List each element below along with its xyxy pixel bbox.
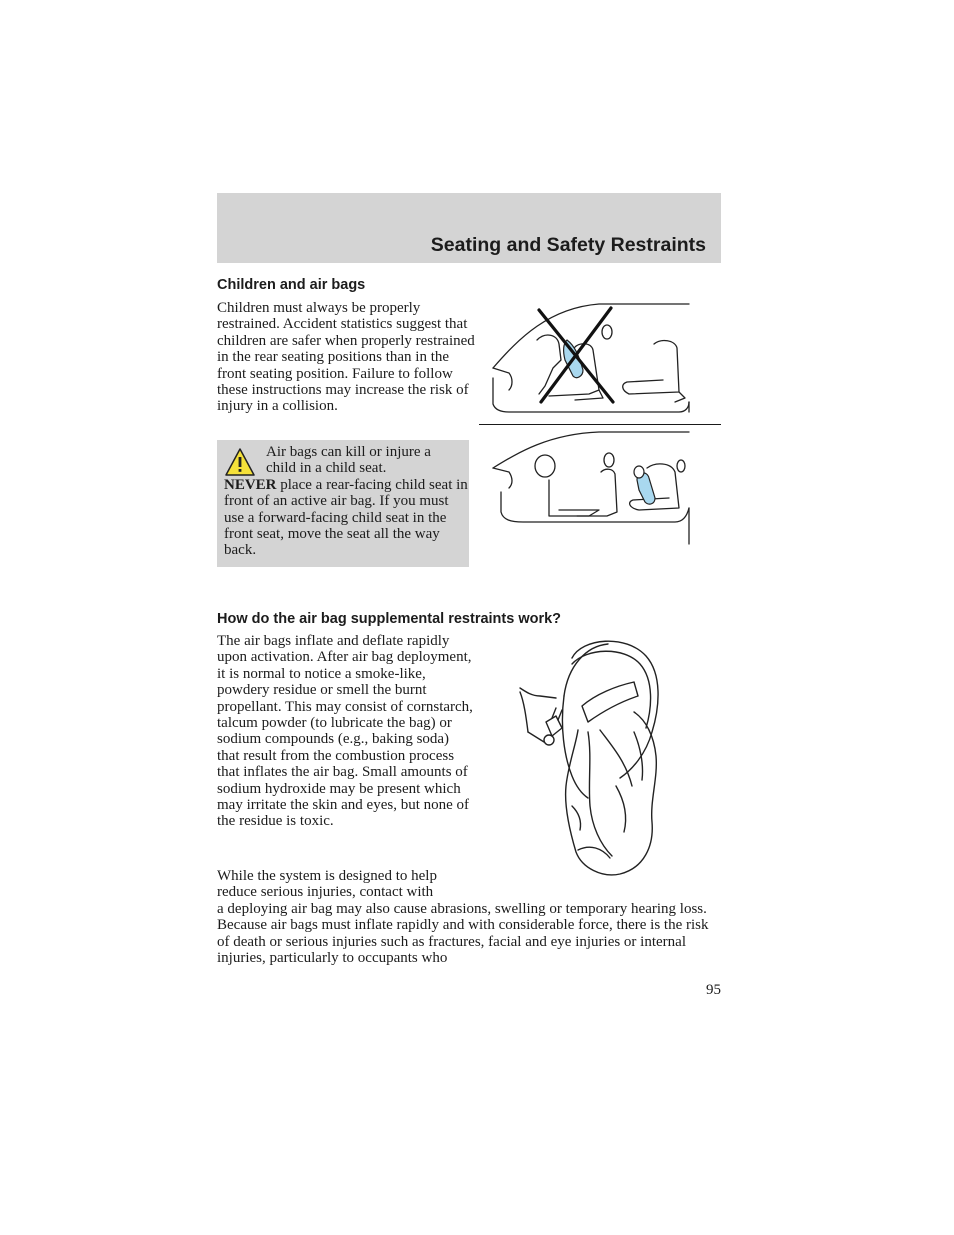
airbag-work-paragraph-1: The air bags inflate and deflate rapidly upon activation. After air bag deployment, it is normal to notice a smoke-like, powdery residue or smell the burnt propellant. This may consist of cornstarch, talcum powder (to lubricate the bag) or sodium compounds (e.g., baking soda) that result from the combustion process that inflates the air bag. Small amounts of sodium hydroxide may be present which may irritate the skin and eyes, but none of the residue is toxic.: [217, 633, 473, 830]
children-airbags-paragraph: Children must always be properly restrained. Accident statistics suggest that children are safer when properly restrained in the rear seating positions than in the front seating position. Failure to follow these instructions may increase the risk of injury in a collision.: [217, 300, 475, 415]
warning-never: NEVER: [224, 476, 277, 493]
warning-rest: place a rear-facing child seat in front of an active air bag. If you must use a forward-facing child seat in the front seat, move the seat all the way back.: [224, 476, 468, 559]
warning-line-2: child in a child seat.: [266, 460, 387, 477]
page-number: 95: [706, 982, 721, 998]
warning-line-1: Air bags can kill or injure a: [266, 444, 431, 460]
warning-box: [217, 440, 469, 567]
forward-facing-rear-seat-illustration: [479, 428, 721, 550]
rear-facing-front-seat-illustration: [479, 298, 721, 424]
deployed-airbag-illustration: [516, 636, 666, 880]
airbag-work-heading: How do the air bag supplemental restraints work?: [217, 611, 562, 627]
illustration-divider: [479, 424, 721, 425]
warning-text: [224, 444, 468, 559]
section-header-band: [217, 193, 721, 263]
children-airbags-heading: Children and air bags: [217, 277, 366, 293]
airbag-work-paragraph-2-narrow: While the system is designed to help reduce serious injuries, contact with: [217, 868, 437, 901]
section-title: Seating and Safety Restraints: [430, 234, 706, 256]
airbag-work-paragraph-2-wide: a deploying air bag may also cause abrasions, swelling or temporary hearing loss. Because air bags must inflate rapidly and with considerable force, there is the risk of death or serious injuries such as fractures, facial and eye injuries or internal injuries, particularly to occupants who: [217, 901, 709, 967]
